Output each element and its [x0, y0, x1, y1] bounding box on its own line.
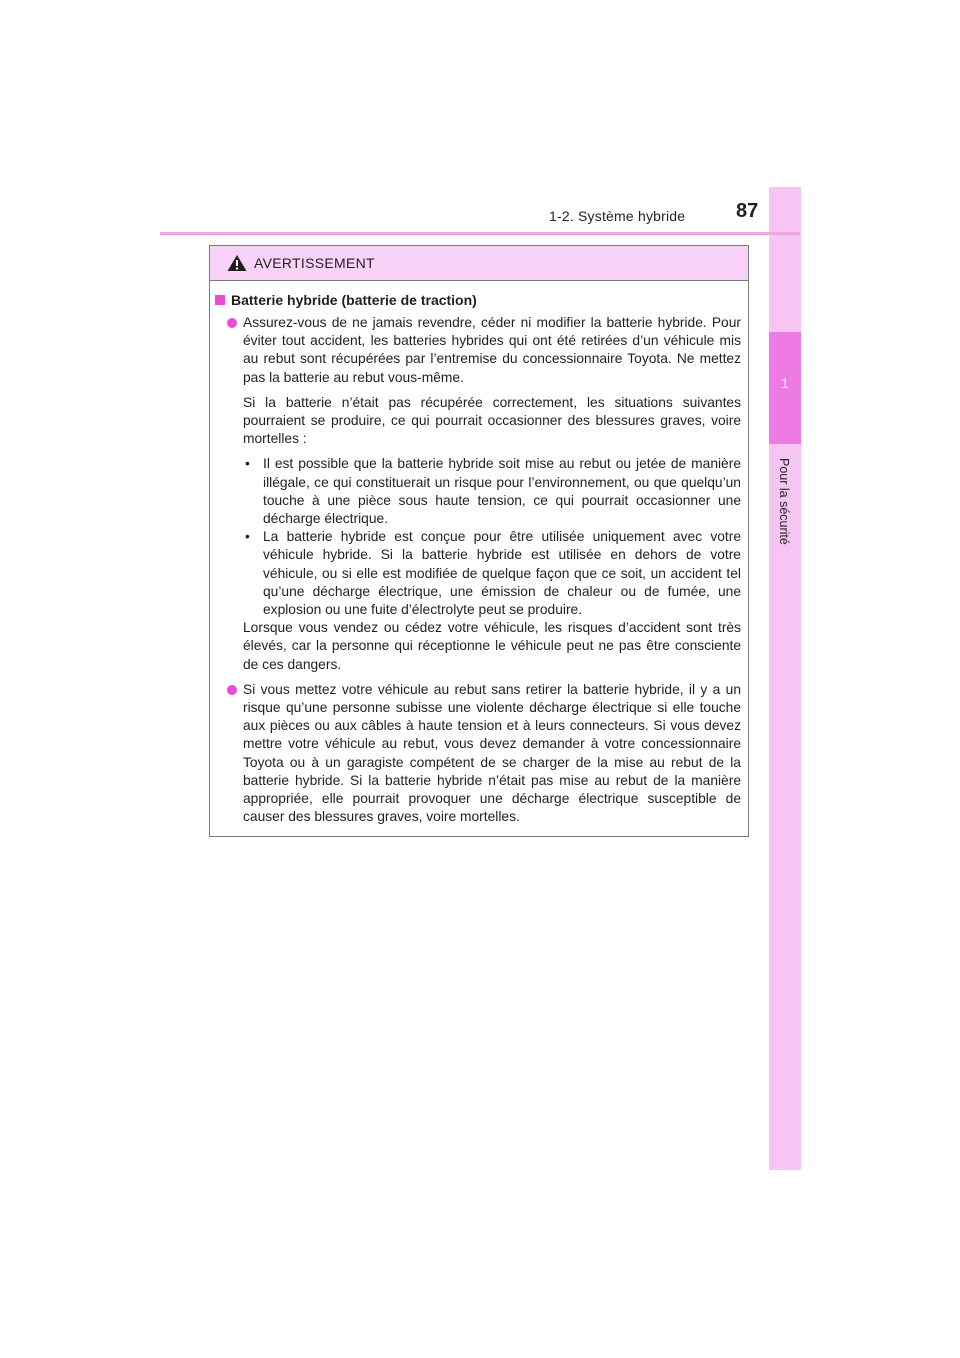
bullet-text: Assurez-vous de ne jamais revendre, céder ni modifier la batterie hybride. Pour éviter tout accident, les batteries hybrides qui ont été retirées d’un véhicule mis au rebut sont récupérées par l’entremise du concessionnaire Toyota. Ne mettez pas la batterie au rebut vous-même.: [243, 315, 741, 385]
section-title: 1-2. Système hybride: [549, 208, 686, 224]
chapter-label: Pour la sécurité: [777, 458, 791, 545]
header-rule: [160, 232, 800, 235]
warning-title: AVERTISSEMENT: [254, 255, 375, 271]
page-number: 87: [736, 200, 759, 222]
sub-bullet-marker: •: [245, 529, 250, 545]
warning-header: [210, 246, 748, 281]
square-bullet-icon: [215, 295, 225, 305]
warning-body: [210, 314, 750, 826]
paragraph: Lorsque vous vendez ou cédez votre véhicule, les risques d’accident sont très élevés, car la personne qui réceptionne le véhicule peut ne pas être consciente de ces dangers.: [243, 620, 741, 672]
sub-item-text: La batterie hybride est conçue pour être utilisée uniquement avec votre véhicule hybride. Si la batterie hybride est utilisée en dehors de votre véhicule, ou si elle est modifiée de quelque façon que ce soit, un accident tel qu’une décharge électrique, une émission de chaleur ou de fumée, une explosion ou une fuite d’électrolyte peut se produire.: [263, 529, 741, 618]
circle-bullet-icon: [227, 685, 237, 695]
bullet-item: [210, 681, 750, 827]
sub-item: [210, 455, 750, 528]
section-heading: [215, 292, 477, 308]
chapter-number: 1: [781, 375, 789, 391]
bullet-item: [210, 314, 750, 387]
sub-bullet-marker: •: [245, 456, 250, 472]
warning-box: [209, 245, 749, 837]
warning-triangle-icon: [227, 254, 247, 272]
bullet-text: Si vous mettez votre véhicule au rebut sans retirer la batterie hybride, il y a un risque qu’une personne subisse une violente décharge électrique si elle touche aux pièces ou aux câbles à haute tension et à leurs connecteurs. Si vous devez mettre votre véhicule au rebut, vous devez demander à votre concessionnaire Toyota ou à un garagiste compétent de se charger de la mise au rebut de la batterie hybride. Si la batterie hybride n’était pas mise au rebut de la manière appropriée, elle pourrait provoquer une décharge électrique susceptible de causer des blessures graves, voire mortelles.: [243, 681, 741, 825]
section-heading-text: Batterie hybride (batterie de traction): [231, 292, 477, 308]
paragraph: Si la batterie n’était pas récupérée correctement, les situations suivantes pourraient se produire, ce qui pourrait occasionner des blessures graves, voire mortelles :: [243, 394, 741, 447]
sub-item-text: Il est possible que la batterie hybride soit mise au rebut ou jetée de manière illégale, ce qui constituerait un risque pour l’environnement, ou que quelqu’un touche à une pièce sous haute tension, ce qui pourrait occasionner une décharge électrique.: [263, 456, 741, 527]
sub-item: [210, 528, 750, 619]
circle-bullet-icon: [227, 318, 237, 328]
